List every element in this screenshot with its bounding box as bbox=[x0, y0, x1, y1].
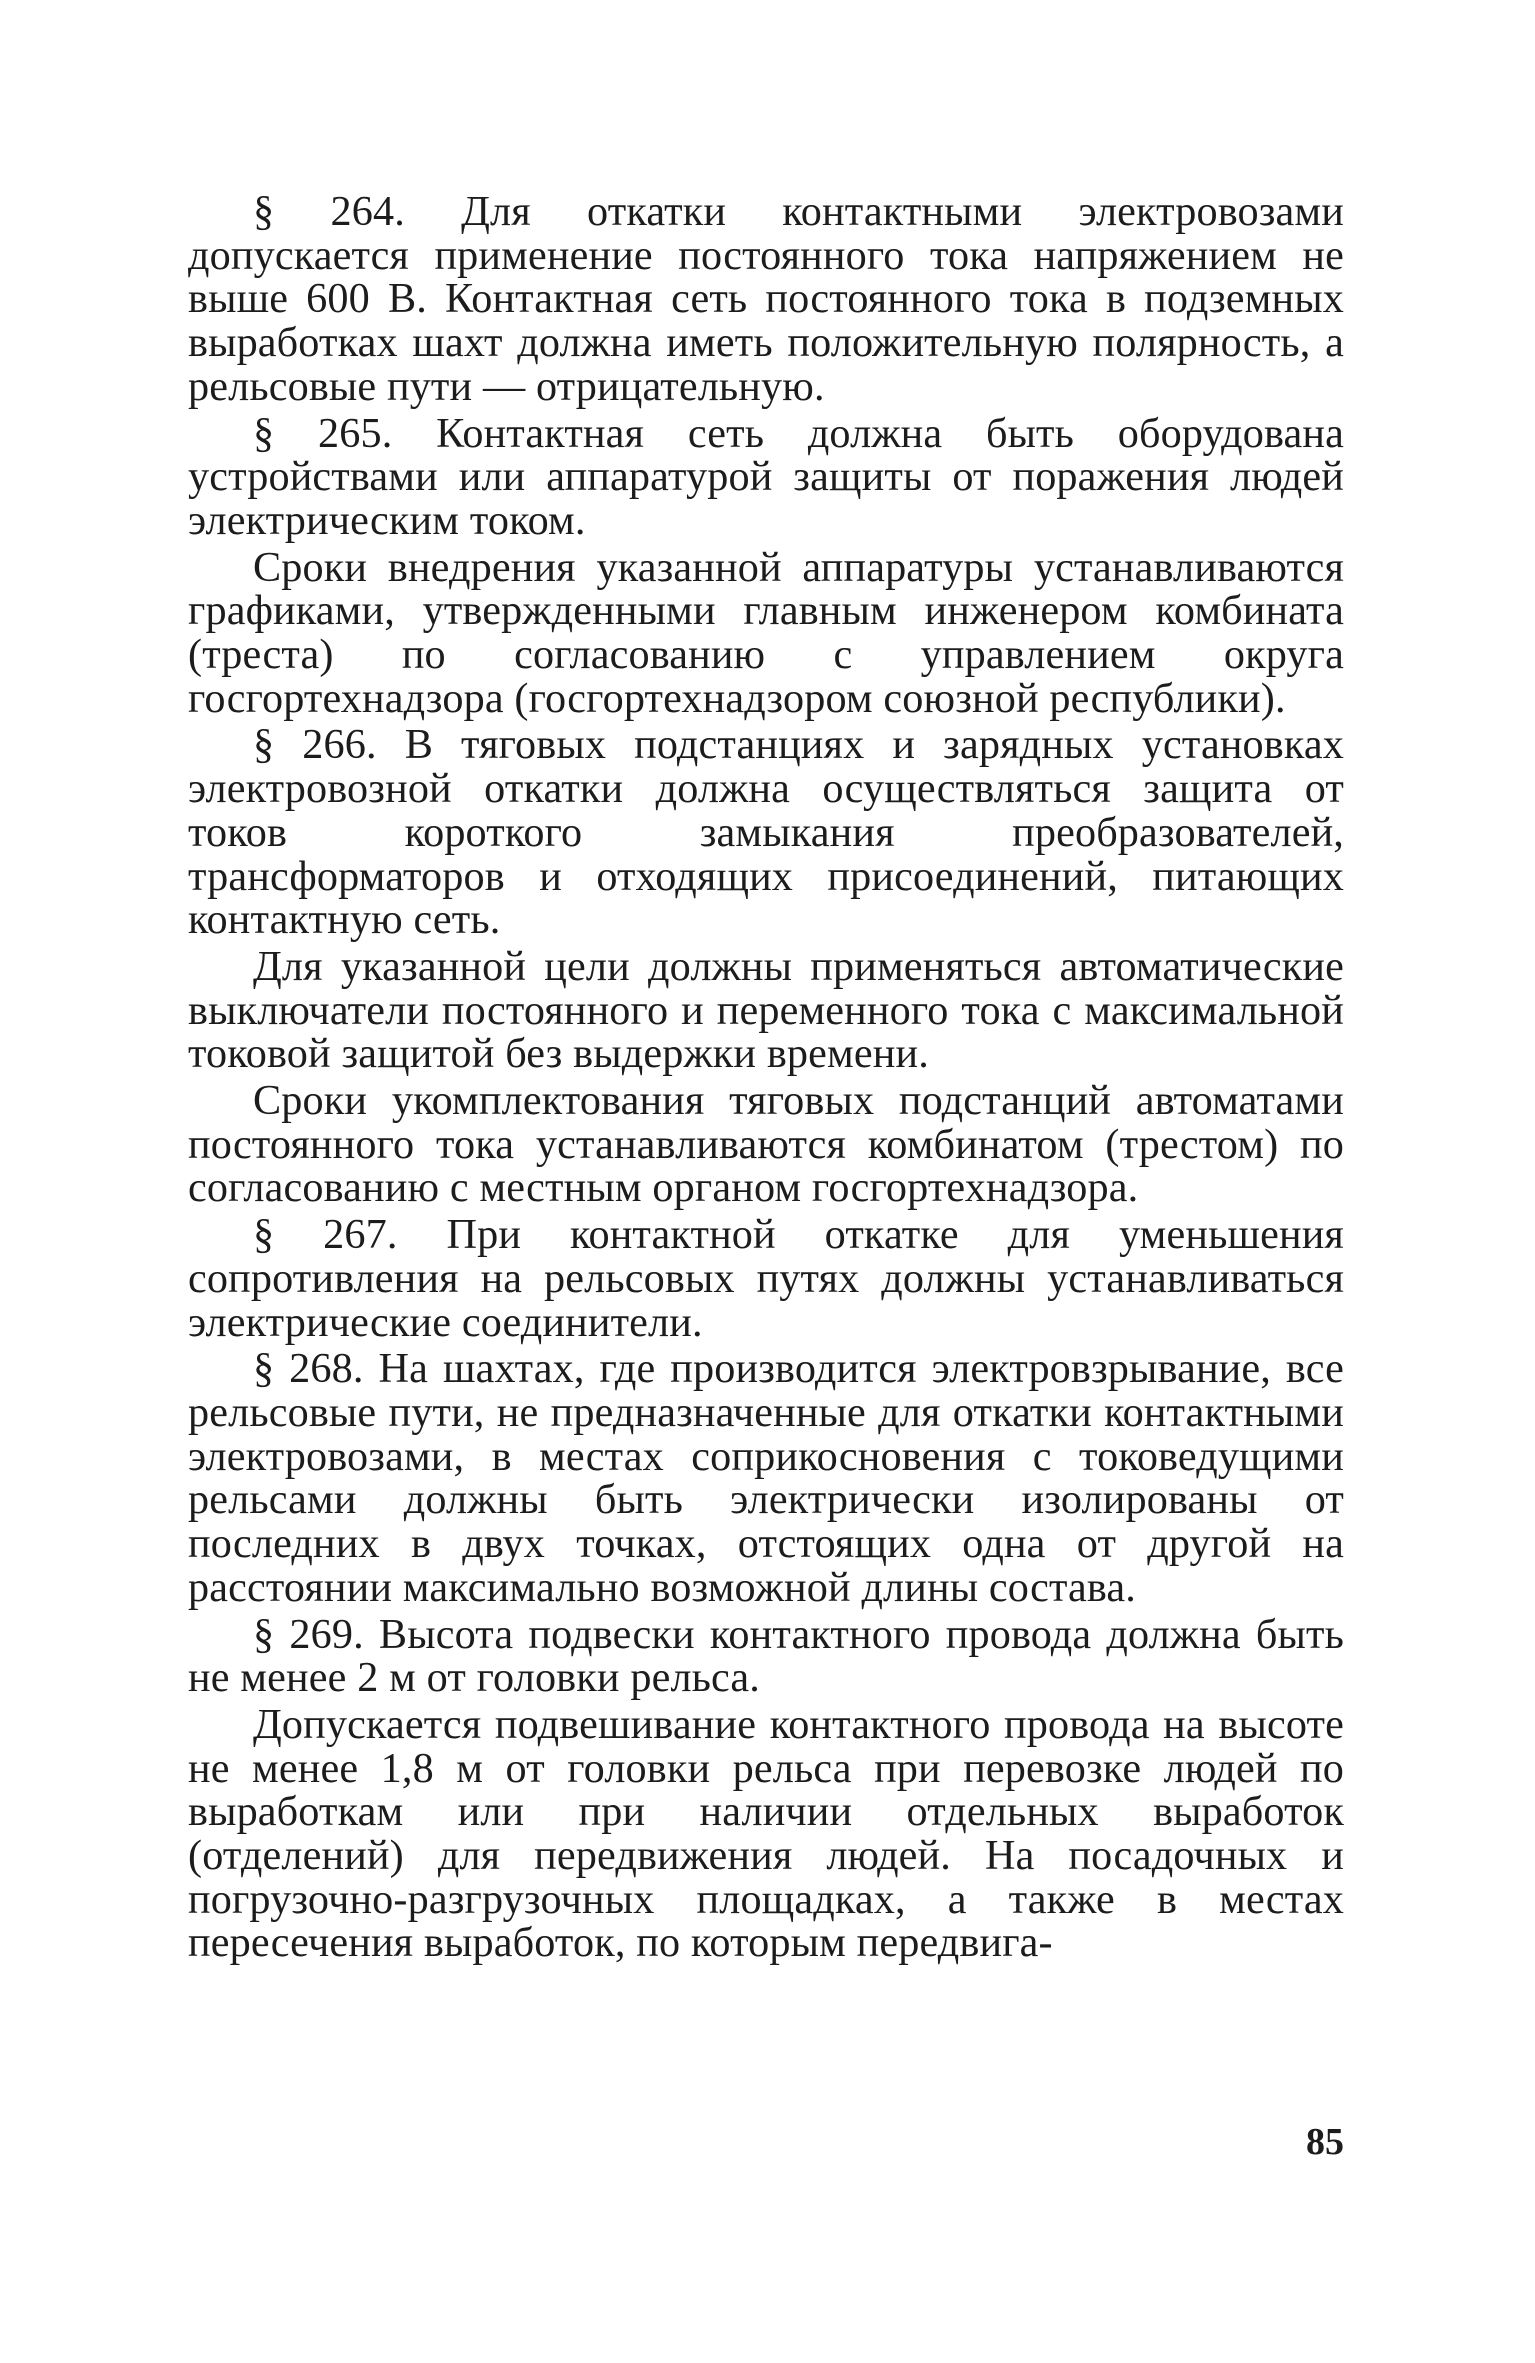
paragraph-269: § 269. Высота подвески контактного провода должна быть не менее 2 м от головки рельса. bbox=[188, 1610, 1344, 1702]
paragraph-264: § 264. Для откатки контактными электровозами допускается применение постоянного тока напряжением не выше 600 В. Контактная сеть постоянного тока в подземных выработках шахт должна иметь положительную полярность, а рельсовые пути — отрицательную. bbox=[188, 188, 1344, 410]
paragraph-265-deadlines: Сроки внедрения указанной аппаратуры устанавливаются графиками, утвержденными главным инженером комбината (треста) по согласованию с управлением округа госгортехнадзора (госгортехнадзором союзной республики). bbox=[188, 543, 1344, 722]
paragraph-266: § 266. В тяговых подстанциях и зарядных установках электровозной откатки должна осуществляться защита от токов короткого замыкания преобразователей, трансформаторов и отходящих присоединений, питающих контактную сеть. bbox=[188, 721, 1344, 944]
paragraph-268: § 268. На шахтах, где производится электровзрывание, все рельсовые пути, не предназначенные для откатки контактными электровозами, в местах соприкосновения с токоведущими рельсами должны быть электрически изолированы от последних в двух точках, отстоящих одна от другой на расстоянии максимально возможной длины состава. bbox=[188, 1345, 1344, 1611]
paragraph-266-deadlines: Сроки укомплектования тяговых подстанций автоматами постоянного тока устанавливаются комбинатом (трестом) по согласованию с местным органом госгортехнадзора. bbox=[188, 1077, 1344, 1212]
paragraph-269-exceptions: Допускается подвешивание контактного провода на высоте не менее 1,8 м от головки рельса при перевозке людей по выработкам или при наличии отдельных выработок (отделений) для передвижения людей. На посадочных и погрузочно-разгрузочных площадках, а также в местах пересечения выработок, по которым передвига- bbox=[188, 1700, 1344, 1967]
paragraph-267: § 267. При контактной откатке для уменьшения сопротивления на рельсовых путях должны устанавливаться электрические соединители. bbox=[188, 1211, 1344, 1346]
page-number: 85 bbox=[1306, 2121, 1344, 2163]
paragraph-265: § 265. Контактная сеть должна быть оборудована устройствами или аппаратурой защиты от поражения людей электрическим током. bbox=[188, 409, 1344, 544]
paragraph-266-breakers: Для указанной цели должны применяться автоматические выключатели постоянного и переменного тока с максимальной токовой защитой без выдержки времени. bbox=[188, 942, 1344, 1078]
page-body bbox=[188, 190, 1344, 1968]
